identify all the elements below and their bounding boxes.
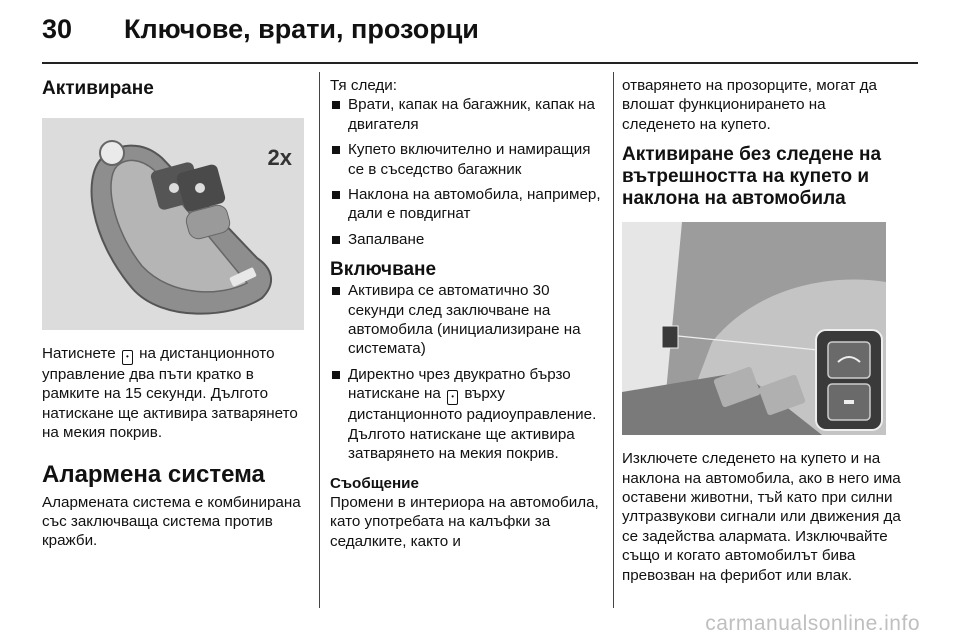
page-number: 30 <box>42 14 73 44</box>
list-item: Купето включително и намиращия се в съседство багажник <box>330 140 608 179</box>
heading-activation: Активиране <box>42 78 154 99</box>
list-item: Активира се автоматично 30 секунди след заключване на автомобила (инициализиране на системата) <box>330 281 608 359</box>
note-text: Промени в интериора на автомобила, като употребата на калъфки за седалките, както и <box>330 493 599 550</box>
heading-without-monitoring: Активиране без следене на вътрешността на купето и наклона на автомобила <box>622 144 882 210</box>
list-item: Запалване <box>330 230 608 249</box>
switch-on-list <box>330 281 608 463</box>
interior-switch-icon <box>622 222 886 435</box>
section-title-alarm: Алармена система <box>42 460 265 488</box>
interior-switch-figure <box>622 222 886 435</box>
list-item: Наклона на автомобила, например, дали е повдигнат <box>330 185 608 224</box>
column-1 <box>42 72 304 551</box>
deactivate-text: Изключете следенето на купето и на наклона на автомобила, ако в него има оставени животни, тъй като при силни ултразвукови сигнали или движения да се задействa алармата. Изключвайте също и когато автомобилът бива превозван на ферибот или влак. <box>622 450 901 584</box>
car-key-remote-icon <box>42 118 304 330</box>
alarm-intro: Алармената система е комбинирана със заключваща система против кражби. <box>42 493 301 550</box>
list-item: Врати, капак на багажник, капак на двигателя <box>330 95 608 134</box>
unlock-icon: • <box>122 350 133 365</box>
list-item: Директно чрез двукратно бързо натискане на • върху дистанционното радиоуправление. Дълготo натискане ще активира затварянето на мекия покрив. <box>330 365 608 464</box>
running-title: Ключове, врати, прозорци <box>124 14 479 44</box>
key-remote-figure <box>42 118 304 330</box>
column-3 <box>622 72 902 585</box>
activation-paragraph: Натиснете • на дистанционното управление два пъти кратко в рамките на 15 секунди. Дълготo натискане ще активира затварянето на мекия покрив. <box>42 345 298 442</box>
column-2 <box>330 72 608 551</box>
continued-text: отварянето на прозорците, могат да влошат функционирането на следенето на купето. <box>622 77 877 133</box>
header-rule <box>42 62 918 64</box>
column-divider <box>319 72 320 608</box>
monitors-list <box>330 95 608 249</box>
column-divider <box>613 72 614 608</box>
heading-switch-on: Включване <box>330 259 437 281</box>
note-heading: Съобщение <box>330 474 419 492</box>
monitors-intro: Тя следи: <box>330 77 398 94</box>
watermark: carmanualsonline.info <box>705 612 920 635</box>
unlock-icon: • <box>447 390 458 405</box>
press-twice-label: 2x <box>267 145 292 170</box>
